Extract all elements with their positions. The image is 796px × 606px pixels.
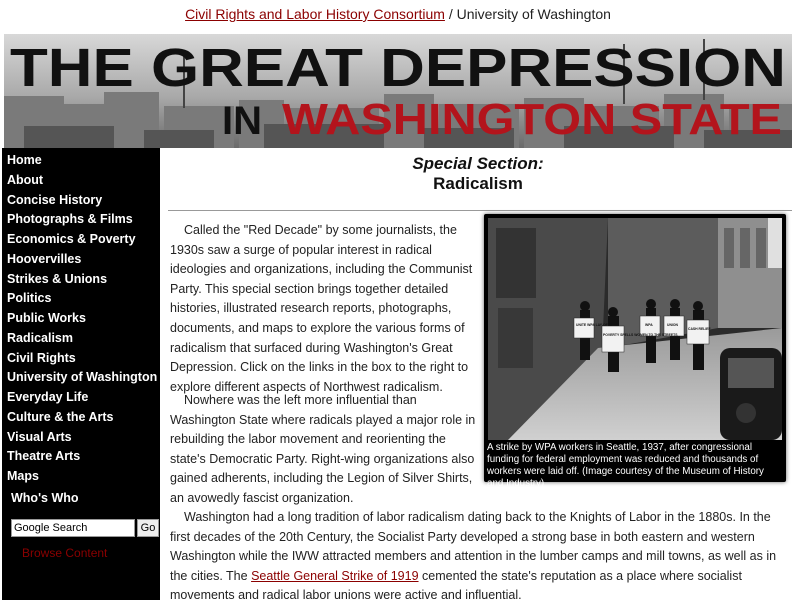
sidebar-item-home[interactable]: Home [7, 153, 42, 167]
sign-text-2: POVERTY SPELLS WOMEN TO THE STREETS [603, 333, 678, 337]
sidebar-item-university-of-washington[interactable]: University of Washington [7, 370, 158, 385]
banner-title-line1: THE GREAT DEPRESSION [10, 38, 786, 98]
seattle-general-strike-link[interactable]: Seattle General Strike of 1919 [251, 568, 419, 583]
sidebar-item-politics[interactable]: Politics [7, 291, 52, 306]
sidebar-item-hoovervilles[interactable]: Hoovervilles [7, 251, 82, 266]
university-label: University of Washington [456, 6, 611, 22]
sign-text-5: CASH RELIEF [688, 327, 711, 331]
search-go-button[interactable]: Go [137, 519, 159, 537]
sidebar-item-concise-history[interactable]: Concise History [7, 192, 103, 207]
third-paragraph-text-end: cemented the state's reputation as a place where socialist movements and radical labor unions were active and influential. [170, 568, 742, 603]
browse-content-link[interactable]: Browse Content [22, 546, 108, 560]
sidebar-item-civil-rights[interactable]: Civil Rights [7, 350, 76, 365]
section-heading [160, 154, 796, 194]
top-bar [0, 0, 796, 30]
sign-text-4: UNION [667, 323, 678, 327]
search-form [11, 519, 161, 537]
second-paragraph: Nowhere was the left more influential than Washington State where radicals played a major role in rebuilding the labor movement and reorienting the state's Democratic Party. Right-wing organizations also gained adherents, including the Legion of Silver Shirts, an avowedly fascist organization. [170, 393, 476, 505]
sidebar-item-photographs-films[interactable]: Photographs & Films [7, 212, 133, 227]
sidebar-item-everyday-life[interactable]: Everyday Life [7, 390, 89, 404]
search-input[interactable] [11, 519, 135, 537]
sidebar-item-strikes-unions[interactable]: Strikes & Unions [7, 271, 108, 286]
sidebar-item-theatre-arts[interactable]: Theatre Arts [7, 449, 81, 464]
photo-figure [484, 214, 786, 489]
page-title: Radicalism [433, 174, 523, 193]
sidebar-item-radicalism[interactable]: Radicalism [7, 330, 74, 345]
sign-text-1: UNITE WPA LAY-OFFS [576, 323, 613, 327]
sidebar-item-economics-poverty[interactable]: Economics & Poverty [7, 232, 136, 246]
wpa-strike-photo[interactable] [488, 218, 782, 440]
main-content [160, 148, 796, 603]
intro-paragraph: Called the "Red Decade" by some journalists, the 1930s saw a surge of popular interest in radical ideologies and organizations, including the Communist Party. This special section brings together detailed histories, illustrated research reports, photographs, documents, and maps to explore the various forms of radicalism that surfaced during Washington's Great Depression. Click on the links in the box to the right to explore different aspects of Northwest radicalism. [170, 223, 473, 394]
photo-caption: A strike by WPA workers in Seattle, 1937, after congressional funding for federal employment was reduced and thousands of workers were laid off. (Image courtesy of the Museum of History and Industry) [487, 442, 764, 489]
sidebar [2, 148, 160, 600]
sign-text-3: WPA [645, 323, 653, 327]
divider [168, 210, 792, 211]
sidebar-item-visual-arts[interactable]: Visual Arts [7, 429, 72, 444]
sidebar-menu [2, 148, 160, 487]
sidebar-item-culture-arts[interactable]: Culture & the Arts [7, 409, 114, 424]
banner-title-in: IN [222, 99, 262, 143]
sidebar-item-public-works[interactable]: Public Works [7, 311, 86, 325]
section-label: Special Section: [412, 154, 544, 173]
sidebar-item-maps[interactable]: Maps [7, 469, 39, 483]
banner-title-line2: WASHINGTON STATE [282, 95, 782, 144]
consortium-link[interactable]: Civil Rights and Labor History Consortium [185, 6, 445, 22]
sidebar-item-about[interactable]: About [7, 172, 44, 187]
third-paragraph [170, 508, 790, 606]
site-banner[interactable] [4, 34, 792, 148]
third-paragraph-text-start: Washington had a long tradition of labor radicalism dating back to the Knights of Labor in the 1880s. In the first decades of the 20th Century, the Socialist Party developed a strong base in both eastern and western Washington while the IWW attracted members and attention in the lumber camps and mill towns, as well as in the cities. The [170, 510, 777, 583]
topbar-separator: / [444, 6, 457, 22]
sidebar-item-whos-who[interactable]: Who's Who [11, 491, 79, 505]
banner-image [4, 34, 792, 148]
